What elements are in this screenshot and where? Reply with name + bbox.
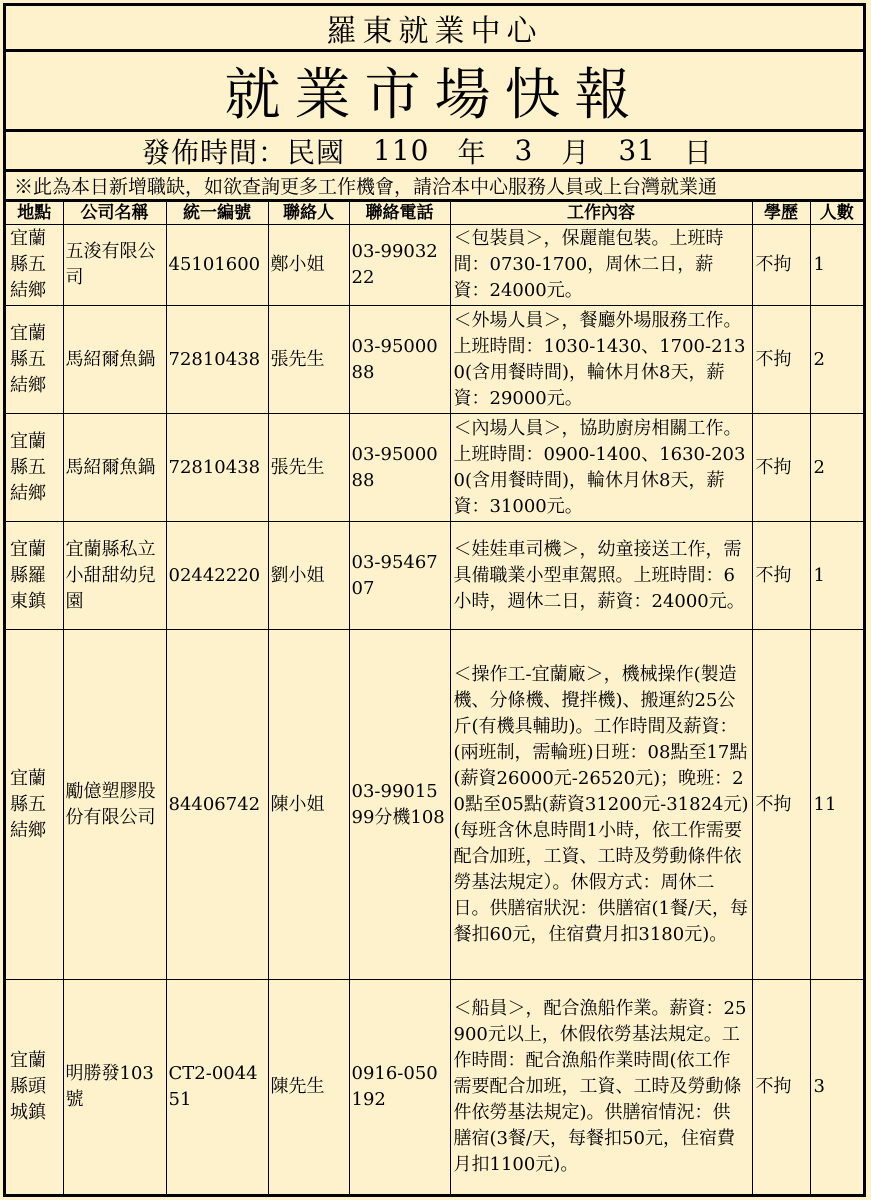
cell-education: 不拘	[752, 306, 810, 414]
cell-location: 宜蘭縣五結鄉	[6, 306, 63, 414]
table-row	[6, 980, 863, 1194]
cell-tax-id: CT2-004451	[166, 980, 268, 1194]
table-row	[6, 522, 863, 630]
cell-location: 宜蘭縣五結鄉	[6, 225, 63, 306]
cell-company: 明勝發103號	[63, 980, 166, 1194]
page-title: 就業市場快報	[6, 52, 863, 132]
cell-location: 宜蘭縣頭城鎮	[6, 980, 63, 1194]
cell-company: 宜蘭縣私立小甜甜幼兒園	[63, 522, 166, 630]
cell-tax-id: 84406742	[166, 630, 268, 980]
col-header-tax-id: 統一編號	[166, 202, 268, 225]
cell-phone: 03-9901599分機108	[349, 630, 450, 980]
cell-count: 2	[810, 414, 863, 522]
publish-date	[6, 132, 863, 172]
cell-phone: 03-9500088	[349, 306, 450, 414]
cell-job: ＜包裝員＞，保麗龍包裝。上班時間：0730-1700，周休二日，薪資：24000元。	[450, 225, 752, 306]
cell-education: 不拘	[752, 522, 810, 630]
cell-company: 馬紹爾魚鍋	[63, 414, 166, 522]
col-header-location: 地點	[6, 202, 63, 225]
cell-contact: 鄭小姐	[268, 225, 349, 306]
cell-job: ＜娃娃車司機＞，幼童接送工作，需具備職業小型車駕照。上班時間：6小時，週休二日，薪資：24000元。	[450, 522, 752, 630]
cell-contact: 張先生	[268, 306, 349, 414]
table-row	[6, 414, 863, 522]
cell-contact: 陳先生	[268, 980, 349, 1194]
bulletin-sheet	[3, 3, 866, 1197]
cell-location: 宜蘭縣五結鄉	[6, 414, 63, 522]
cell-company: 五浚有限公司	[63, 225, 166, 306]
cell-job: ＜外場人員＞，餐廳外場服務工作。上班時間：1030-1430、1700-2130(含用餐時間)，輪休月休8天，薪資：29000元。	[450, 306, 752, 414]
org-name: 羅東就業中心	[6, 6, 863, 52]
table-row	[6, 225, 863, 306]
cell-education: 不拘	[752, 630, 810, 980]
cell-contact: 陳小姐	[268, 630, 349, 980]
date-month: 3	[514, 134, 534, 167]
cell-location: 宜蘭縣五結鄉	[6, 630, 63, 980]
cell-count: 1	[810, 225, 863, 306]
notice-text: ※此為本日新增職缺，如欲查詢更多工作機會，請洽本中心服務人員或上台灣就業通	[6, 172, 863, 202]
cell-count: 2	[810, 306, 863, 414]
cell-education: 不拘	[752, 414, 810, 522]
table-header-row	[6, 202, 863, 225]
job-table	[6, 202, 863, 1194]
cell-phone: 03-9903222	[349, 225, 450, 306]
cell-tax-id: 02442220	[166, 522, 268, 630]
cell-phone: 03-9500088	[349, 414, 450, 522]
cell-company: 馬紹爾魚鍋	[63, 306, 166, 414]
date-day-unit: 日	[683, 135, 713, 169]
cell-education: 不拘	[752, 225, 810, 306]
cell-contact: 張先生	[268, 414, 349, 522]
cell-count: 1	[810, 522, 863, 630]
cell-company: 勵億塑膠股份有限公司	[63, 630, 166, 980]
col-header-education: 學歷	[752, 202, 810, 225]
cell-phone: 03-9546707	[349, 522, 450, 630]
date-year-unit: 年	[457, 135, 487, 169]
table-row	[6, 630, 863, 980]
date-month-unit: 月	[561, 135, 591, 169]
date-year: 110	[373, 134, 430, 167]
col-header-phone: 聯絡電話	[349, 202, 450, 225]
date-day: 31	[618, 134, 656, 167]
col-header-count: 人數	[810, 202, 863, 225]
date-prefix: 發佈時間：民國	[142, 135, 346, 169]
cell-location: 宜蘭縣羅東鎮	[6, 522, 63, 630]
cell-education: 不拘	[752, 980, 810, 1194]
col-header-job: 工作內容	[450, 202, 752, 225]
cell-job: ＜操作工-宜蘭廠＞，機械操作(製造機、分條機、攪拌機)、搬運約25公斤(有機具輔助)。工作時間及薪資：(兩班制，需輪班)日班：08點至17點(薪資26000元-26520元)；晚班：20點至05點(薪資31200元-31824元)(每班含休息時間1小時，依工作需要配合加班，工資、工時及勞動條件依勞基法規定）。休假方式：周休二日。供膳宿狀況：供膳宿(1餐/天，每餐扣60元，住宿費月扣3180元)。	[450, 630, 752, 980]
cell-phone: 0916-050192	[349, 980, 450, 1194]
cell-count: 11	[810, 630, 863, 980]
table-row	[6, 306, 863, 414]
col-header-company: 公司名稱	[63, 202, 166, 225]
cell-tax-id: 45101600	[166, 225, 268, 306]
cell-count: 3	[810, 980, 863, 1194]
cell-tax-id: 72810438	[166, 306, 268, 414]
cell-job: ＜內場人員＞，協助廚房相關工作。上班時間：0900-1400、1630-2030(含用餐時間)，輪休月休8天，薪資：31000元。	[450, 414, 752, 522]
col-header-contact: 聯絡人	[268, 202, 349, 225]
cell-job: ＜船員＞，配合漁船作業。薪資：25900元以上，休假依勞基法規定。工作時間：配合漁船作業時間(依工作需要配合加班，工資、工時及勞動條件依勞基法規定)。供膳宿情況：供膳宿(3餐/天，每餐扣50元，住宿費月扣1100元)。	[450, 980, 752, 1194]
cell-contact: 劉小姐	[268, 522, 349, 630]
cell-tax-id: 72810438	[166, 414, 268, 522]
